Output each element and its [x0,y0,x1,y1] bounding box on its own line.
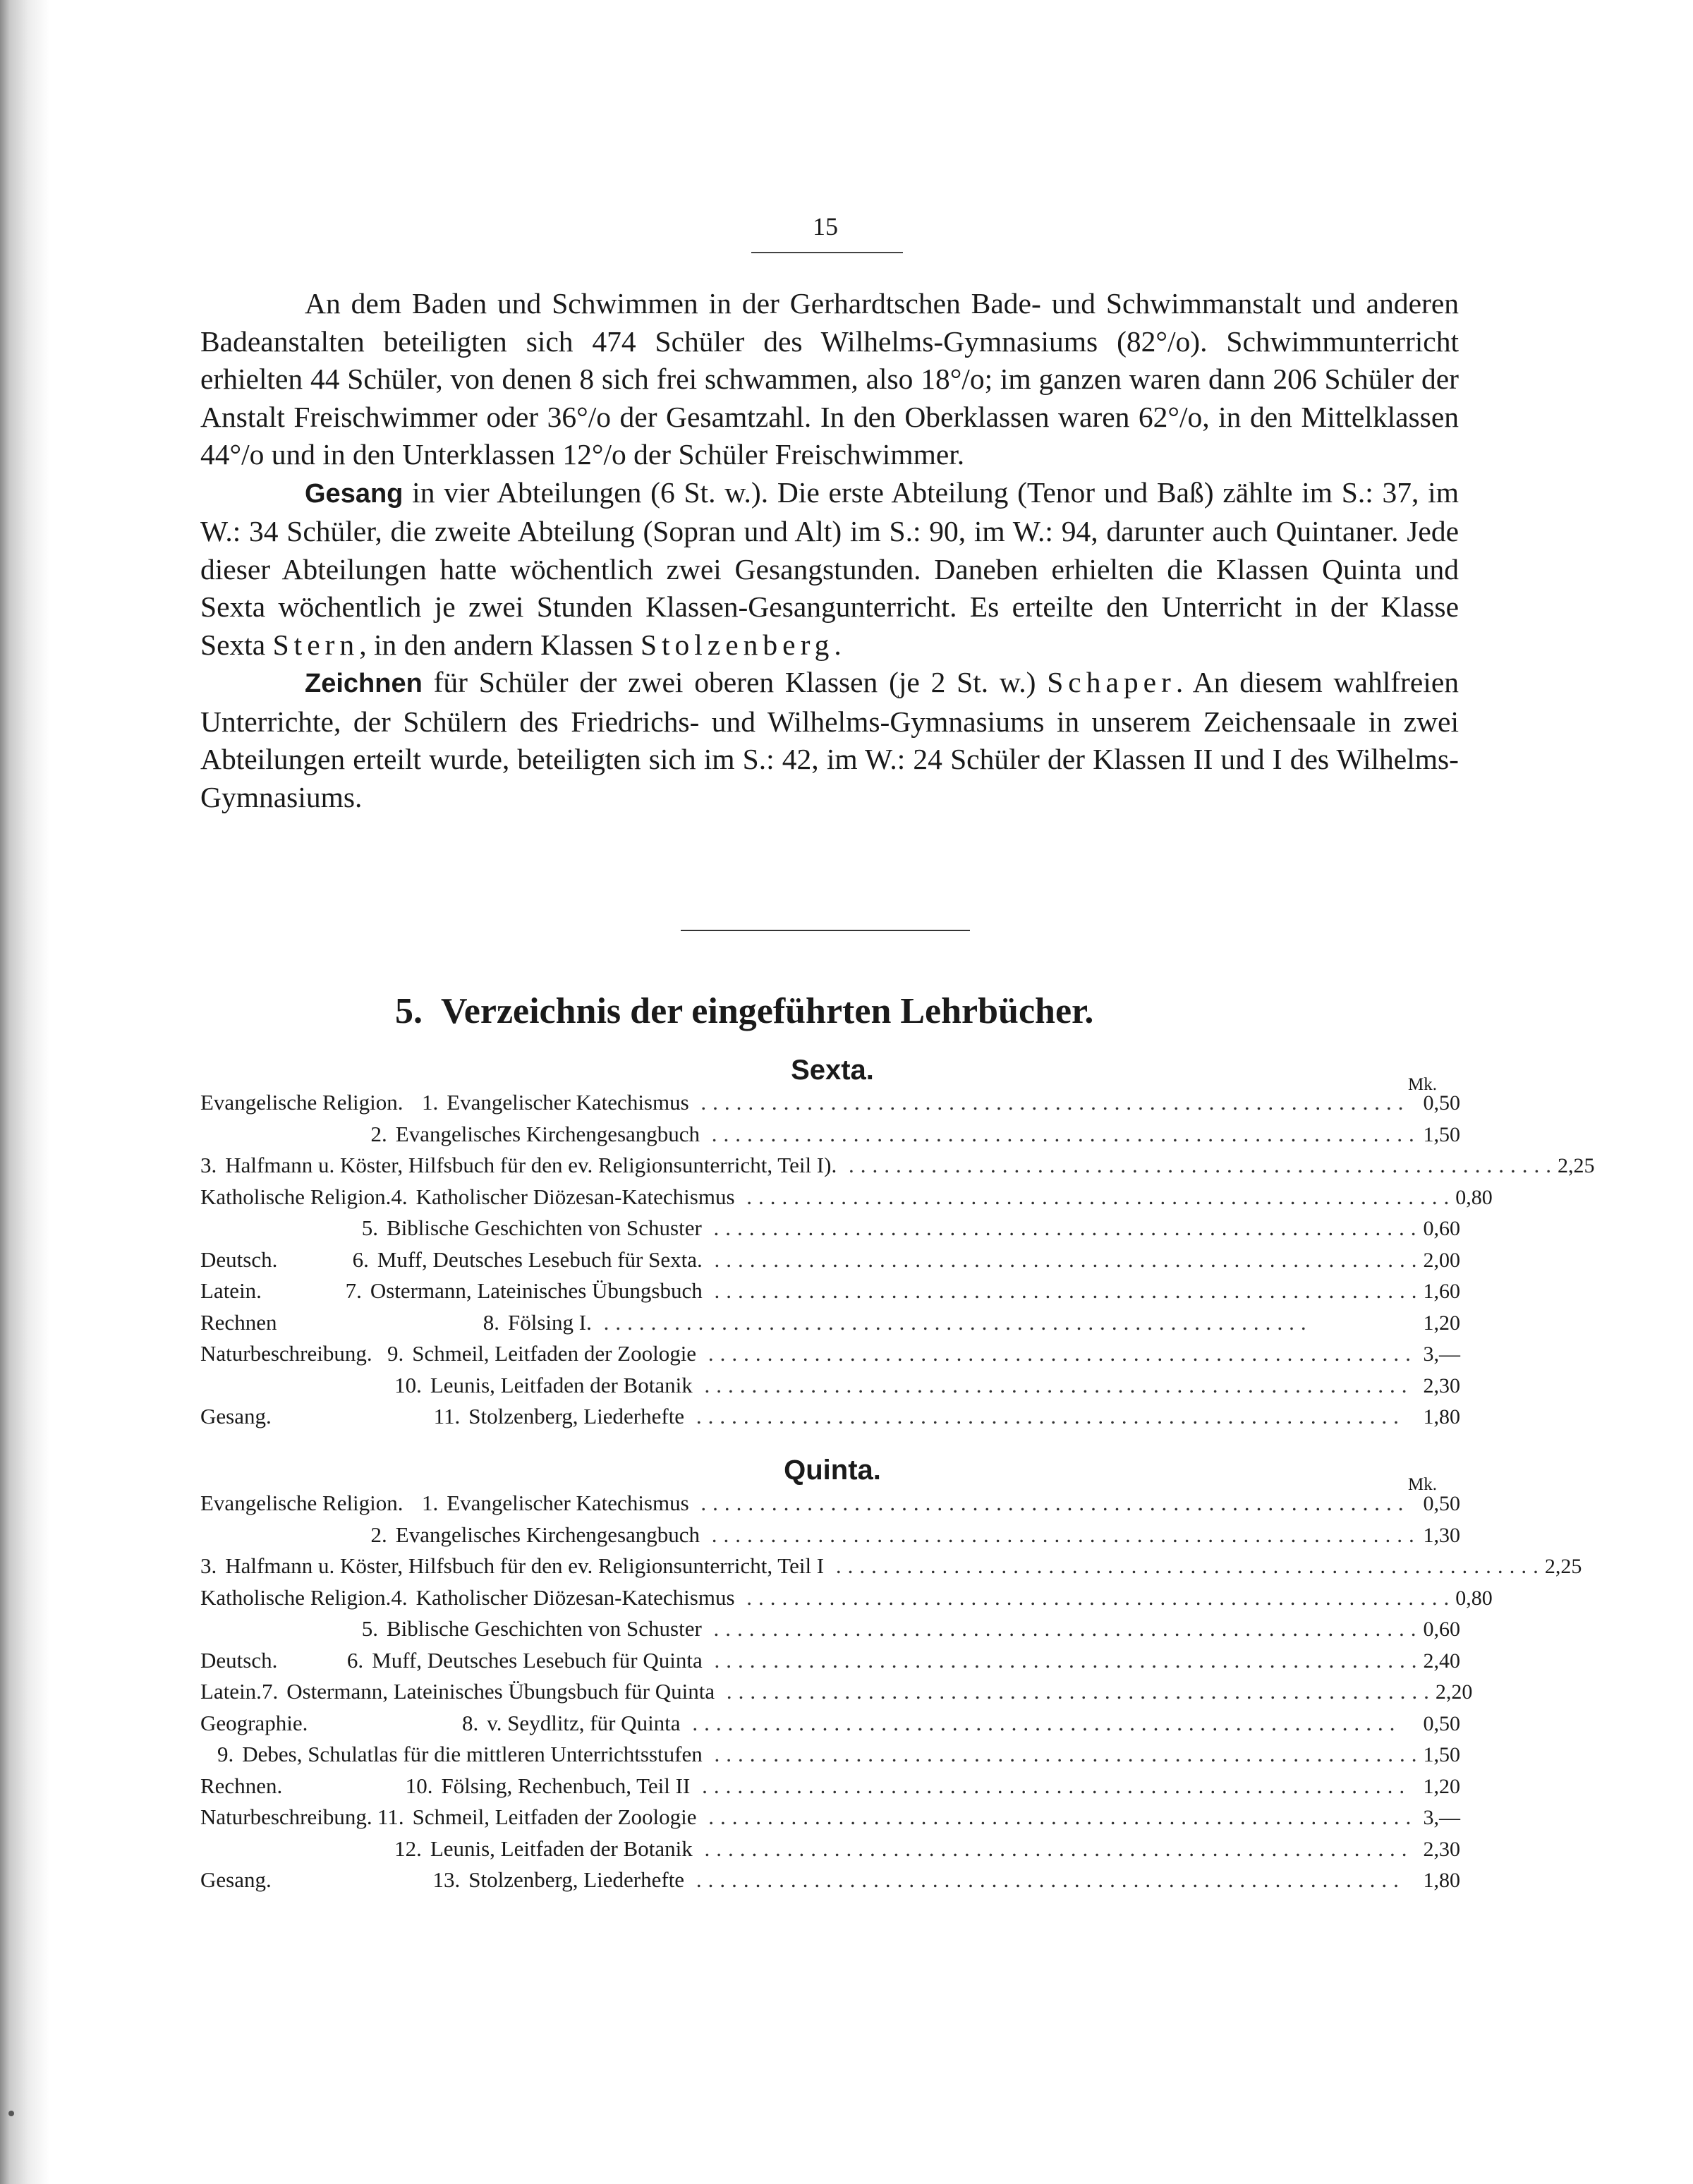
book-title-cell [487,1711,1401,1736]
section-title: Verzeichnis der eingeführten Lehrbücher. [441,991,1094,1031]
book-number: 3. [200,1553,217,1578]
dot-leader: ............................................................ [702,1742,1424,1766]
book-title: Stolzenberg, Liederhefte [468,1404,685,1428]
book-number: 2. [370,1522,387,1547]
book-price: 2,25 [1544,1555,1582,1578]
book-title: Halfmann u. Köster, Hilfsbuch für den ev. Religionsunterricht, Teil I). [225,1153,837,1177]
book-title: Halfmann u. Köster, Hilfsbuch für den ev. Religionsunterricht, Teil I [225,1553,825,1578]
scan-speck [8,2111,14,2116]
book-subject: Evangelische Religion. [200,1090,403,1115]
dot-leader: ............................................................ [702,1278,1424,1303]
book-title: Katholischer Diözesan-Katechismus [415,1584,735,1610]
book-number: 2. [370,1121,387,1146]
book-number: 9. [217,1742,234,1766]
book-title: Leunis, Leitfaden der Botanik [430,1836,693,1861]
book-row [200,1310,1460,1342]
book-row [200,1090,1460,1122]
book-price: 3,— [1423,1342,1460,1366]
book-title: Biblische Geschichten von Schuster [386,1215,702,1240]
book-row [200,1679,1473,1711]
book-title: Muff, Deutsches Lesebuch für Quinta [372,1647,703,1673]
book-number: 8. [483,1309,499,1335]
book-row [200,1553,1582,1585]
book-row [200,1404,1460,1436]
book-number: 8. [461,1710,479,1735]
book-row [200,1804,1460,1836]
book-price: 0,50 [1423,1091,1460,1115]
book-row [200,1773,1460,1805]
paragraph-gesang [200,474,1459,665]
book-title-cell [468,1404,1405,1429]
book-title-cell [416,1184,1456,1210]
zeichnen-teacher-schaper: Schaper [1047,666,1176,698]
book-number: 7. [345,1278,362,1303]
book-row [200,1247,1460,1279]
dot-leader: ............................................................ [824,1553,1545,1578]
page-number: 15 [813,212,838,241]
book-price: 1,80 [1423,1869,1460,1892]
book-subject: Latein. [200,1679,262,1704]
book-title: Fölsing I. [508,1309,592,1335]
book-price: 2,25 [1557,1154,1595,1177]
book-number: 1. [421,1491,439,1515]
book-price: 1,50 [1423,1743,1460,1766]
book-title: Schmeil, Leitfaden der Zoologie [412,1341,697,1366]
book-number: 9. [387,1341,404,1366]
zeichnen-text-b: . An diesem wahlfreien Unterrichte, der Schülern des Friedrichs- und Wilhelms-Gymnasiums in unserem Zeichensaale in zwei Abteilungen erteilt wurde, beteiligten sich im S.: 42, im W.: 24 Schüler der Klassen II und I des Wilhelms-Gymnasiums. [200,666,1459,813]
dot-leader: ............................................................ [734,1184,1456,1209]
book-title: Debes, Schulatlas für die mittleren Unterrichtsstufen [242,1742,703,1766]
book-number: 11. [433,1404,461,1428]
book-number: 13. [432,1867,461,1892]
section-number: 5. [395,991,423,1031]
book-title-cell [441,1773,1411,1799]
dot-leader: ............................................................ [680,1710,1402,1735]
book-row [200,1184,1493,1216]
book-row [200,1341,1460,1373]
book-row [200,1122,1460,1153]
book-title-cell [416,1585,1456,1610]
dot-leader: ............................................................ [715,1679,1436,1704]
book-title: v. Seydlitz, für Quinta [487,1710,681,1735]
book-subject: Katholische Religion. [200,1584,392,1610]
book-title-cell [396,1522,1421,1548]
book-title-cell [413,1804,1418,1830]
book-title: Fölsing, Rechenbuch, Teil II [441,1773,691,1798]
book-row [200,1215,1460,1247]
quinta-currency-label: Mk. [1408,1475,1437,1494]
book-subject: Deutsch. [200,1647,278,1673]
book-title: Schmeil, Leitfaden der Zoologie [412,1804,697,1829]
paragraph-zeichnen [200,664,1459,816]
book-title-cell [387,1215,1423,1241]
dot-leader: ............................................................ [692,1372,1414,1397]
book-title-cell [387,1616,1423,1642]
book-subject: Gesang. [200,1867,272,1892]
book-title: Stolzenberg, Liederhefte [468,1867,685,1892]
binding-edge [0,0,49,2184]
book-price: 0,50 [1423,1711,1460,1735]
book-number: 5. [361,1616,378,1641]
book-number: 12. [394,1836,422,1861]
book-price: 1,60 [1423,1280,1460,1303]
book-row [200,1491,1460,1522]
book-price: 0,50 [1423,1492,1460,1515]
sexta-book-table [200,1090,1595,1436]
book-subject: Katholische Religion. [200,1184,392,1209]
book-row [200,1616,1460,1648]
book-row [200,1867,1460,1899]
book-price: 3,— [1423,1806,1460,1829]
book-number: 5. [361,1215,378,1240]
book-number: 7. [261,1679,279,1704]
gesang-label: Gesang [305,478,403,509]
book-number: 10. [394,1372,422,1397]
book-row [200,1584,1493,1617]
book-row [200,1278,1460,1310]
book-number: 6. [352,1246,369,1272]
dot-leader: ............................................................ [688,1491,1410,1515]
book-title-cell [370,1278,1424,1304]
dot-leader: ............................................................ [701,1215,1423,1240]
book-price: 2,40 [1423,1649,1460,1673]
book-number: 6. [346,1647,364,1673]
dot-leader: ............................................................ [690,1773,1412,1798]
gesang-text-c: . [834,628,842,661]
book-title: Biblische Geschichten von Schuster [386,1616,702,1641]
book-price: 2,30 [1423,1373,1460,1397]
book-title: Evangelischer Katechismus [447,1090,689,1115]
book-price: 0,80 [1455,1185,1493,1209]
book-price: 2,00 [1423,1248,1460,1272]
book-price: 2,20 [1435,1680,1473,1704]
gesang-teacher-stolzenberg: Stolzenberg [640,628,835,661]
book-subject: Latein. [200,1278,262,1303]
book-number: 3. [200,1153,217,1177]
book-title-cell [396,1122,1421,1147]
book-subject: Gesang. [200,1404,272,1428]
paragraph-swimming: An dem Baden und Schwimmen in der Gerhardtschen Bade- und Schwimmanstalt und anderen Badeanstalten beteiligten sich 474 Schüler des Wilhelms-Gymnasiums (82°/o). Schwimmunterricht erhielten 44 Schüler, von denen 8 sich frei schwammen, also 18°/o; im ganzen waren dann 206 Schüler der Anstalt Freischwimmer oder 36°/o der Gesamtzahl. In den Oberklassen waren 62°/o, in den Mittelklassen 44°/o und in den Unterklassen 12°/o der Schüler Freischwimmer. [200,287,1459,471]
dot-leader: ............................................................ [692,1836,1414,1861]
dot-leader: ............................................................ [696,1804,1418,1829]
book-title-cell [412,1341,1417,1366]
dot-leader: ............................................................ [684,1867,1405,1892]
gesang-teacher-stern: Stern [272,628,360,661]
book-price: 0,60 [1423,1618,1461,1641]
book-title-cell [508,1310,1397,1335]
book-title-cell [430,1373,1414,1398]
book-title: Evangelisches Kirchengesangbuch [395,1121,700,1146]
dot-leader: ............................................................ [684,1404,1405,1428]
book-number: 10. [405,1773,433,1798]
zeichnen-text-a: für Schüler der zwei oberen Klassen (je 2 St. w.) [422,666,1048,698]
dot-leader: ............................................................ [837,1153,1558,1177]
sexta-heading: Sexta. [791,1055,874,1086]
book-title-cell [447,1491,1409,1516]
book-title-cell [468,1867,1405,1893]
book-price: 1,50 [1423,1122,1460,1146]
book-title-cell [447,1090,1409,1115]
book-title: Ostermann, Lateinisches Übungsbuch für Quinta [286,1679,715,1704]
zeichnen-label: Zeichnen [305,669,423,698]
book-title-cell [225,1553,1545,1579]
book-title-cell [242,1742,1423,1767]
book-price: 1,20 [1423,1311,1460,1335]
book-subject: Naturbeschreibung. [200,1341,372,1366]
dot-leader: ............................................................ [696,1341,1417,1366]
section-heading [395,990,1340,1032]
book-row [200,1742,1460,1773]
book-row [200,1648,1460,1680]
dot-leader: ............................................................ [734,1584,1456,1610]
quinta-heading: Quinta. [784,1455,881,1486]
book-price: 1,20 [1423,1774,1460,1798]
book-price: 0,80 [1455,1586,1493,1610]
body-text [200,285,1459,816]
book-number: 4. [391,1184,408,1209]
book-row [200,1836,1460,1868]
book-number: 1. [421,1090,439,1115]
book-title: Katholischer Diözesan-Katechismus [415,1184,735,1209]
book-subject: Evangelische Religion. [200,1491,403,1515]
book-subject: Naturbeschreibung. [200,1804,372,1829]
book-subject: Deutsch. [200,1246,278,1272]
dot-leader: ............................................................ [701,1616,1423,1641]
dot-leader: ............................................................ [591,1309,1313,1335]
page-number-rule [751,252,903,253]
section-divider [681,930,970,931]
dot-leader: ............................................................ [702,1647,1424,1673]
book-subject: Rechnen. [200,1773,283,1798]
dot-leader: ............................................................ [700,1121,1421,1146]
dot-leader: ............................................................ [688,1090,1410,1115]
book-row [200,1711,1460,1742]
gesang-text-a: in vier Abteilungen (6 St. w.). Die erste Abteilung (Tenor und Baß) zählte im S.: 37, im W.: 34 Schüler, die zweite Abteilung (Sopran und Alt) im S.: 90, im W.: 94, darunter auch Quintaner. Jede dieser Abteilungen hatte wöchentlich zwei Gesangstunden. Daneben erhielten die Klassen Quinta und Sexta wöchentlich je zwei Stunden Klassen-Gesangunterricht. Es erteilte den Unterricht in der Klasse Sexta [200,475,1459,661]
quinta-book-table [200,1491,1582,1899]
book-subject: Rechnen [200,1309,277,1335]
book-price: 1,80 [1423,1405,1460,1428]
dot-leader: ............................................................ [702,1246,1424,1272]
dot-leader: ............................................................ [700,1522,1421,1547]
book-row [200,1153,1595,1184]
book-price: 0,60 [1423,1217,1461,1240]
book-title-cell [377,1247,1424,1273]
book-title: Evangelisches Kirchengesangbuch [395,1522,700,1547]
book-price: 1,30 [1423,1523,1460,1547]
book-title: Ostermann, Lateinisches Übungsbuch [370,1278,703,1303]
book-title: Muff, Deutsches Lesebuch für Sexta. [377,1246,703,1272]
gesang-text-b: , in den andern Klassen [359,628,641,661]
book-title-cell [372,1648,1423,1673]
book-subject: Geographie. [200,1710,308,1735]
book-title: Leunis, Leitfaden der Botanik [430,1372,693,1397]
book-title-cell [430,1836,1414,1862]
book-row [200,1373,1460,1405]
book-title-cell [286,1679,1436,1704]
book-price: 2,30 [1423,1837,1460,1861]
book-title: Evangelischer Katechismus [447,1491,689,1515]
book-row [200,1522,1460,1554]
book-number: 4. [391,1584,408,1610]
book-number: 11. [377,1804,404,1829]
sexta-currency-label: Mk. [1408,1075,1437,1094]
book-title-cell [225,1153,1558,1178]
